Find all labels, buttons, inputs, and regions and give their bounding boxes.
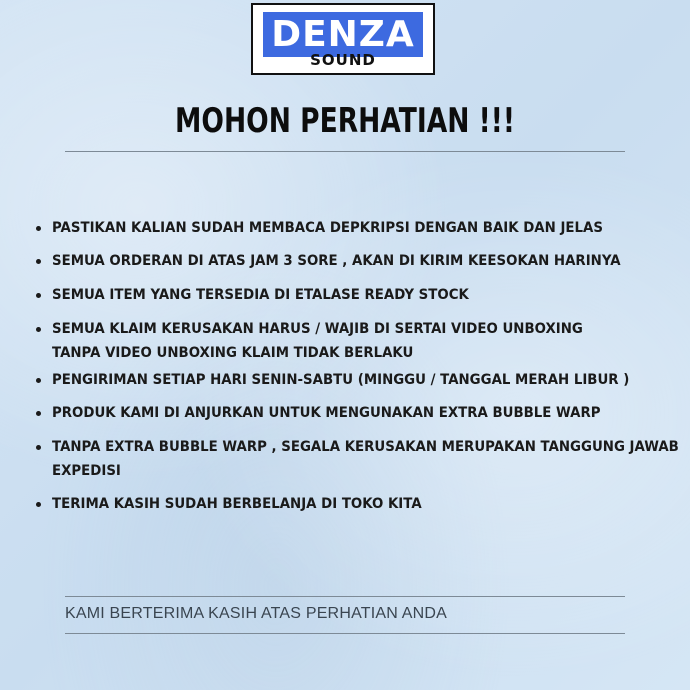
- list-item-text: PENGIRIMAN SETIAP HARI SENIN-SABTU (MINGGU / TANGGAL MERAH LIBUR ): [52, 372, 630, 388]
- logo-brand: DENZA: [263, 12, 423, 57]
- list-item-text-continued: TANPA VIDEO UNBOXING KLAIM TIDAK BERLAKU: [52, 345, 414, 361]
- list-item-text: SEMUA ITEM YANG TERSEDIA DI ETALASE READY STOCK: [52, 287, 469, 303]
- bullet-icon: [36, 226, 41, 231]
- list-item-text: TERIMA KASIH SUDAH BERBELANJA DI TOKO KITA: [52, 496, 422, 512]
- list-item-text: PRODUK KAMI DI ANJURKAN UNTUK MENGUNAKAN EXTRA BUBBLE WARP: [52, 405, 601, 421]
- list-item-text: SEMUA ORDERAN DI ATAS JAM 3 SORE , AKAN DI KIRIM KEESOKAN HARINYA: [52, 253, 621, 269]
- denza-sound-logo: [251, 3, 435, 75]
- list-item-text: TANPA EXTRA BUBBLE WARP , SEGALA KERUSAKAN MERUPAKAN TANGGUNG JAWAB: [52, 439, 679, 455]
- bullet-icon: [36, 327, 41, 332]
- logo-subtitle: SOUND: [310, 51, 376, 69]
- footer-thanks: KAMI BERTERIMA KASIH ATAS PERHATIAN ANDA: [65, 605, 448, 622]
- bullet-icon: [36, 378, 41, 383]
- bullet-icon: [36, 502, 41, 507]
- list-item-text: SEMUA KLAIM KERUSAKAN HARUS / WAJIB DI SERTAI VIDEO UNBOXING: [52, 321, 583, 337]
- divider-footer-bottom: [65, 633, 625, 634]
- bullet-icon: [36, 293, 41, 298]
- divider-footer-top: [65, 596, 625, 597]
- bullet-icon: [36, 411, 41, 416]
- list-item-text: PASTIKAN KALIAN SUDAH MEMBACA DEPKRIPSI DENGAN BAIK DAN JELAS: [52, 220, 603, 236]
- bullet-icon: [36, 259, 41, 264]
- page-title: MOHON PERHATIAN !!!: [175, 101, 515, 141]
- bullet-icon: [36, 445, 41, 450]
- list-item-text-continued: EXPEDISI: [52, 463, 121, 479]
- divider-top: [65, 151, 625, 152]
